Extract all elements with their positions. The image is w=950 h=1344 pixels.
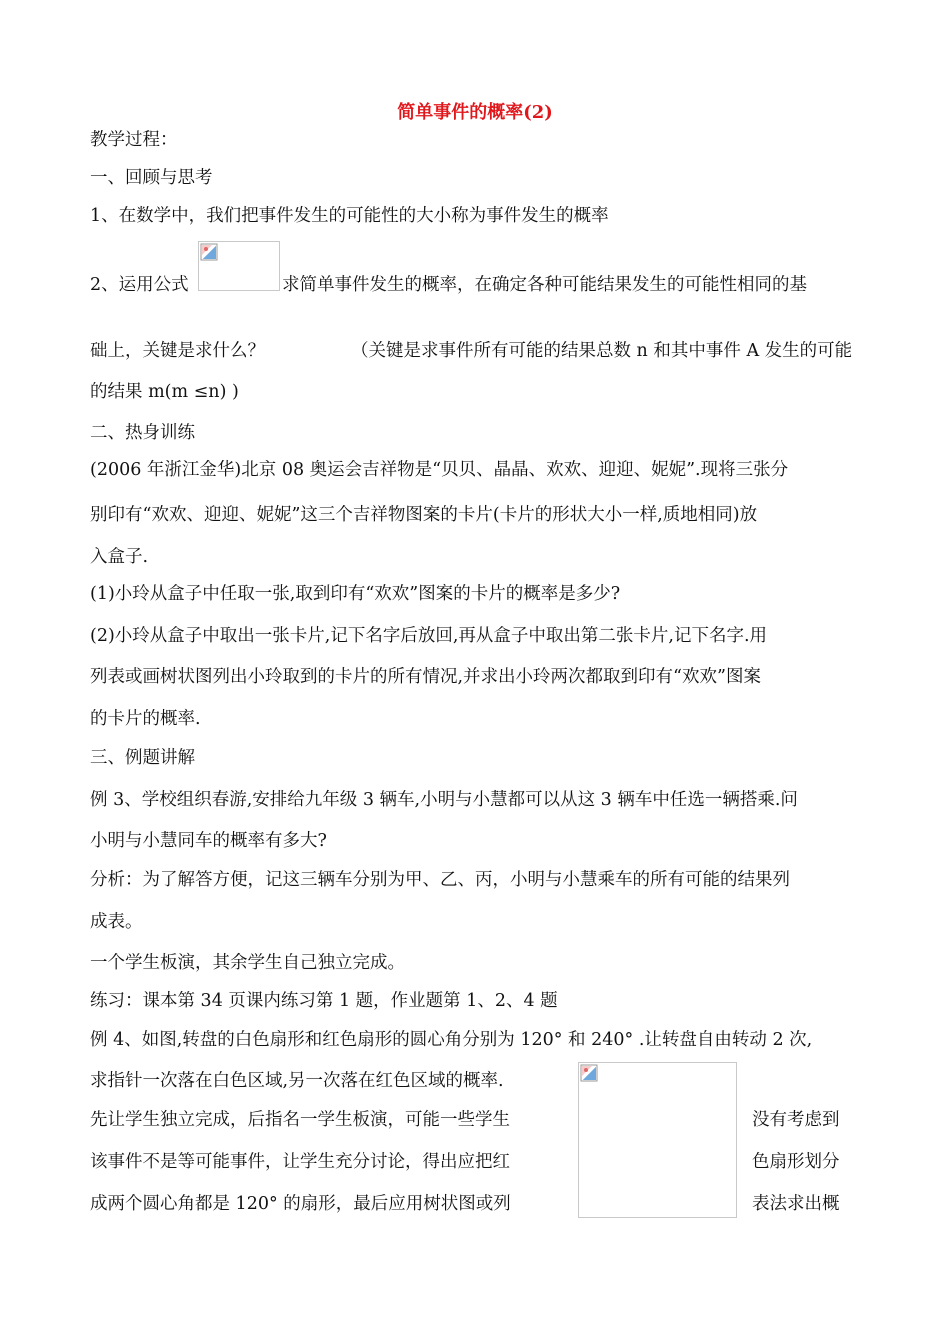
broken-image-icon [580,1064,598,1082]
text-line: 练习：课本第 34 页课内练习第 1 题，作业题第 1、2、4 题 [90,991,558,1011]
text-line-right: 表法求出概 [752,1194,840,1214]
spinner-image-placeholder [578,1062,737,1218]
text-line: 入盒子. [90,547,149,567]
text-line-right: 没有考虑到 [752,1110,840,1130]
text-line: 一个学生板演，其余学生自己独立完成。 [90,953,405,973]
text-line: 教学过程： [90,130,178,150]
document-title: 简单事件的概率(2) [397,102,553,123]
text-line: 列表或画树状图列出小玲取到的卡片的所有情况,并求出小玲两次都取到印有“欢欢”图案 [90,667,761,687]
section-heading: 三、例题讲解 [90,748,195,768]
formula-lead-text: 2、运用公式 [90,275,189,295]
text-line: 先让学生独立完成，后指名一学生板演，可能一些学生 [90,1110,510,1130]
section-heading: 一、回顾与思考 [90,168,213,188]
text-line: 1、在数学中，我们把事件发生的可能性的大小称为事件发生的概率 [90,206,609,226]
text-line: 的卡片的概率. [90,709,201,729]
text-line: 例 3、学校组织春游,安排给九年级 3 辆车,小明与小慧都可以从这 3 辆车中任选一辆搭乘.问 [90,790,798,810]
text-line: 小明与小慧同车的概率有多大? [90,831,327,851]
text-line: 的结果 m(m ≤n) ) [90,382,239,402]
section-heading: 二、热身训练 [90,423,195,443]
answer-text: （关键是求事件所有可能的结果总数 n 和其中事件 A 发生的可能 [351,341,853,361]
question-text: 础上，关键是求什么？ [90,341,265,361]
text-line: (1)小玲从盒子中任取一张,取到印有“欢欢”图案的卡片的概率是多少? [90,584,621,604]
text-line-right: 色扇形划分 [752,1152,840,1172]
text-line: 成两个圆心角都是 120° 的扇形，最后应用树状图或列 [90,1194,511,1214]
text-line: (2006 年浙江金华)北京 08 奥运会吉祥物是“贝贝、晶晶、欢欢、迎迎、妮妮”.现将三张分 [90,460,789,480]
text-line: 例 4、如图,转盘的白色扇形和红色扇形的圆心角分别为 120° 和 240° .让转盘自由转动 2 次, [90,1030,813,1050]
text-line: 求指针一次落在白色区域,另一次落在红色区域的概率. [90,1071,504,1091]
text-line: 别印有“欢欢、迎迎、妮妮”这三个吉祥物图案的卡片(卡片的形状大小一样,质地相同)放 [90,505,758,525]
broken-image-icon [200,243,218,261]
text-line: 分析：为了解答方便，记这三辆车分别为甲、乙、丙，小明与小慧乘车的所有可能的结果列 [90,870,790,890]
text-line: 求简单事件发生的概率，在确定各种可能结果发生的可能性相同的基 [282,275,807,295]
formula-image-placeholder [198,241,280,291]
text-line: (2)小玲从盒子中取出一张卡片,记下名字后放回,再从盒子中取出第二张卡片,记下名字.用 [90,626,768,646]
text-line: 该事件不是等可能事件，让学生充分讨论，得出应把红 [90,1152,510,1172]
text-line [90,339,852,363]
text-line: 成表。 [90,912,143,932]
